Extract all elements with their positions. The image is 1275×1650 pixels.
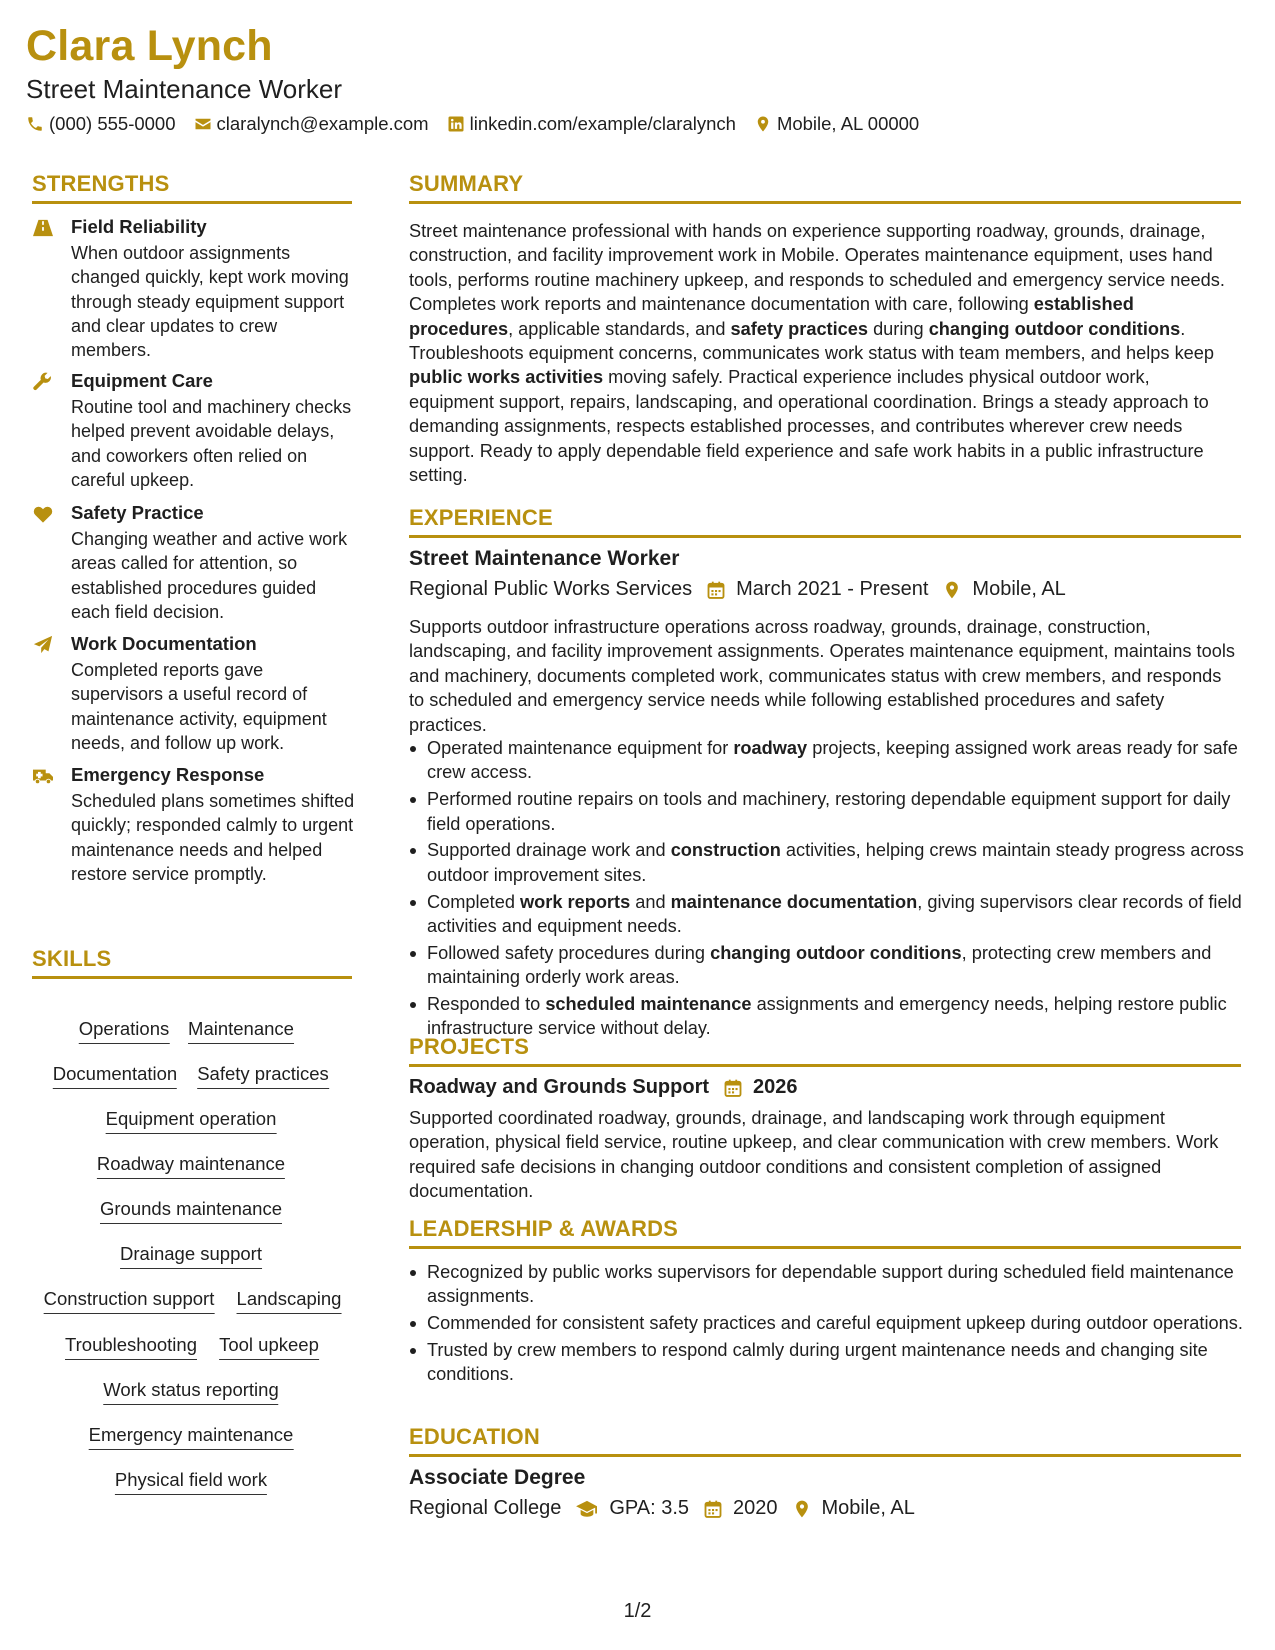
- summary-heading: SUMMARY: [409, 171, 524, 196]
- education-degree: Associate Degree: [409, 1466, 586, 1489]
- location-pin-icon: [792, 1499, 812, 1519]
- strength-title: Work Documentation: [71, 633, 257, 654]
- location-pin-icon: [942, 580, 962, 600]
- projects-heading: PROJECTS: [409, 1034, 530, 1059]
- list-item: Operated maintenance equipment for roadway projects, keeping assigned work areas ready for safe crew access.: [409, 736, 1244, 785]
- skill-tag: Work status reporting: [103, 1379, 278, 1405]
- projects-divider: [409, 1064, 1241, 1067]
- list-item: Commended for consistent safety practices and careful equipment upkeep during outdoor operations.: [409, 1311, 1244, 1335]
- skills-heading: SKILLS: [32, 946, 112, 971]
- strength-title: Equipment Care: [71, 370, 213, 391]
- experience-heading: EXPERIENCE: [409, 505, 553, 530]
- envelope-icon: [194, 115, 212, 133]
- contact-location-text: Mobile, AL 00000: [776, 113, 920, 134]
- strength-title: Emergency Response: [71, 764, 265, 785]
- skill-tag: Equipment operation: [106, 1108, 277, 1134]
- list-item: Responded to scheduled maintenance assignments and emergency needs, helping restore public infrastructure service without delay.: [409, 992, 1244, 1041]
- contact-phone-text: (000) 555-0000: [49, 113, 176, 134]
- road-icon: [32, 218, 54, 238]
- linkedin-icon: [447, 115, 465, 133]
- contact-email-text: claralynch@example.com: [216, 113, 429, 134]
- contact-linkedin-text: linkedin.com/example/claralynch: [469, 113, 736, 134]
- skill-tag: Troubleshooting: [65, 1334, 197, 1360]
- phone-icon: [26, 115, 44, 133]
- skill-tag: Landscaping: [237, 1288, 342, 1314]
- calendar-icon: [706, 580, 726, 600]
- skill-tag: Maintenance: [188, 1018, 294, 1044]
- education-divider: [409, 1454, 1241, 1457]
- leadership-bullets: [409, 1260, 1244, 1389]
- job-company-text: Regional Public Works Services: [409, 578, 693, 600]
- skill-tag: Documentation: [53, 1063, 177, 1089]
- education-location-text: Mobile, AL: [821, 1497, 915, 1519]
- strength-title: Safety Practice: [71, 502, 204, 523]
- education-gpa: [575, 1497, 689, 1520]
- education-location: [792, 1497, 915, 1520]
- education-year-text: 2020: [733, 1497, 778, 1519]
- job-bullets: [409, 736, 1244, 1043]
- strength-title: Field Reliability: [71, 216, 207, 237]
- project-header: [409, 1076, 812, 1099]
- list-item: Recognized by public works supervisors for dependable support during scheduled field maintenance assignments.: [409, 1260, 1244, 1309]
- list-item: Supported drainage work and construction activities, helping crews maintain steady progress across outdoor improvement sites.: [409, 838, 1244, 887]
- calendar-icon: [723, 1078, 743, 1098]
- project-year: [723, 1076, 798, 1099]
- skills-divider: [32, 976, 352, 979]
- heart-icon: [32, 504, 54, 524]
- project-title: [409, 1076, 709, 1099]
- contact-email[interactable]: [194, 113, 429, 135]
- list-item: Followed safety procedures during changing outdoor conditions, protecting crew members and maintaining orderly work areas.: [409, 941, 1244, 990]
- summary-text: Street maintenance professional with hands on experience supporting roadway, grounds, drainage, construction, and facility improvement work in Mobile. Operates maintenance equipment, uses hand tools, performs routine machinery upkeep, and responds to scheduled and emergency service needs. Completes work reports and maintenance documentation with care, following established procedures, applicable standards, and safety practices during changing outdoor conditions. Troubleshoots equipment concerns, communicates work status with team members, and helps keep public works activities moving safely. Practical experience includes physical outdoor work, equipment support, repairs, landscaping, and operational coordination. Brings a steady approach to demanding assignments, respects established processes, and contributes wherever crew needs support. Ready to apply dependable field experience and safe work habits in a public infrastructure setting.: [409, 221, 1225, 486]
- skill-tag: Physical field work: [115, 1469, 267, 1495]
- paper-plane-icon: [32, 635, 54, 655]
- contact-bar: [26, 113, 937, 135]
- list-item: Performed routine repairs on tools and machinery, restoring dependable equipment support for daily field operations.: [409, 787, 1244, 836]
- strength-description: When outdoor assignments changed quickly, kept work moving through steady equipment support and clear updates to crew members.: [71, 243, 349, 361]
- list-item: Trusted by crew members to respond calmly during urgent maintenance needs and changing site conditions.: [409, 1338, 1244, 1387]
- education-heading: EDUCATION: [409, 1424, 540, 1449]
- skill-tag: Tool upkeep: [219, 1334, 319, 1360]
- job-role: Street Maintenance Worker: [409, 547, 680, 570]
- candidate-name: Clara Lynch: [26, 22, 273, 70]
- education-school-text: Regional College: [409, 1497, 562, 1519]
- strengths-heading: STRENGTHS: [32, 171, 170, 196]
- skill-tag: Safety practices: [197, 1063, 329, 1089]
- skill-tag: Operations: [79, 1018, 170, 1044]
- strength-description: Changing weather and active work areas called for attention, so established procedures guided each field decision.: [71, 529, 348, 622]
- education-meta: [409, 1497, 929, 1520]
- contact-linkedin[interactable]: [447, 113, 736, 135]
- contact-phone: [26, 113, 176, 135]
- skill-tag: Roadway maintenance: [97, 1153, 285, 1179]
- job-dates-text: March 2021 - Present: [736, 578, 929, 600]
- project-title-text: Roadway and Grounds Support: [409, 1076, 710, 1098]
- job-company: [409, 578, 692, 601]
- page-number: 1/2: [623, 1600, 652, 1622]
- location-pin-icon: [754, 115, 772, 133]
- wrench-icon: [32, 372, 54, 392]
- skill-tag: Emergency maintenance: [89, 1424, 294, 1450]
- calendar-icon: [703, 1499, 723, 1519]
- project-description: Supported coordinated roadway, grounds, drainage, and landscaping work through equipment operation, physical field service, routine upkeep, and clear communication with crew members. Work required safe decisions in changing outdoor conditions and consistent completion of assigned documentation.: [409, 1108, 1219, 1202]
- job-description: Supports outdoor infrastructure operations across roadway, grounds, drainage, construction, landscaping, and facility improvement assignments. Operates maintenance equipment, maintains tools and machinery, documents completed work, communicates status with crew members, and responds to scheduled and emergency service needs while following established procedures and safety practices.: [409, 617, 1235, 735]
- experience-divider: [409, 535, 1241, 538]
- strength-description: Completed reports gave supervisors a useful record of maintenance activity, equipment needs, and follow up work.: [71, 660, 327, 753]
- truck-medical-icon: [32, 766, 54, 786]
- skill-tag: Construction support: [44, 1288, 215, 1314]
- job-dates: [706, 578, 928, 601]
- skill-tag: Grounds maintenance: [100, 1198, 282, 1224]
- job-location: [942, 578, 1065, 601]
- contact-location: [754, 113, 919, 135]
- leadership-heading: LEADERSHIP & AWARDS: [409, 1216, 679, 1241]
- strengths-divider: [32, 201, 352, 204]
- education-year: [703, 1497, 778, 1520]
- skill-tag: Drainage support: [120, 1243, 262, 1269]
- job-meta: [409, 578, 1080, 601]
- candidate-title: Street Maintenance Worker: [26, 74, 342, 104]
- strength-description: Routine tool and machinery checks helped prevent avoidable delays, and coworkers often relied on careful upkeep.: [71, 397, 352, 490]
- project-year-text: 2026: [753, 1076, 798, 1098]
- summary-divider: [409, 201, 1241, 204]
- graduation-cap-icon: [575, 1499, 599, 1519]
- education-school: [409, 1497, 561, 1520]
- job-location-text: Mobile, AL: [972, 578, 1066, 600]
- education-gpa-text: GPA: 3.5: [609, 1497, 689, 1519]
- list-item: Completed work reports and maintenance documentation, giving supervisors clear records of field activities and equipment needs.: [409, 890, 1244, 939]
- strength-description: Scheduled plans sometimes shifted quickly; responded calmly to urgent maintenance needs and helped restore service promptly.: [71, 791, 355, 884]
- leadership-divider: [409, 1246, 1241, 1249]
